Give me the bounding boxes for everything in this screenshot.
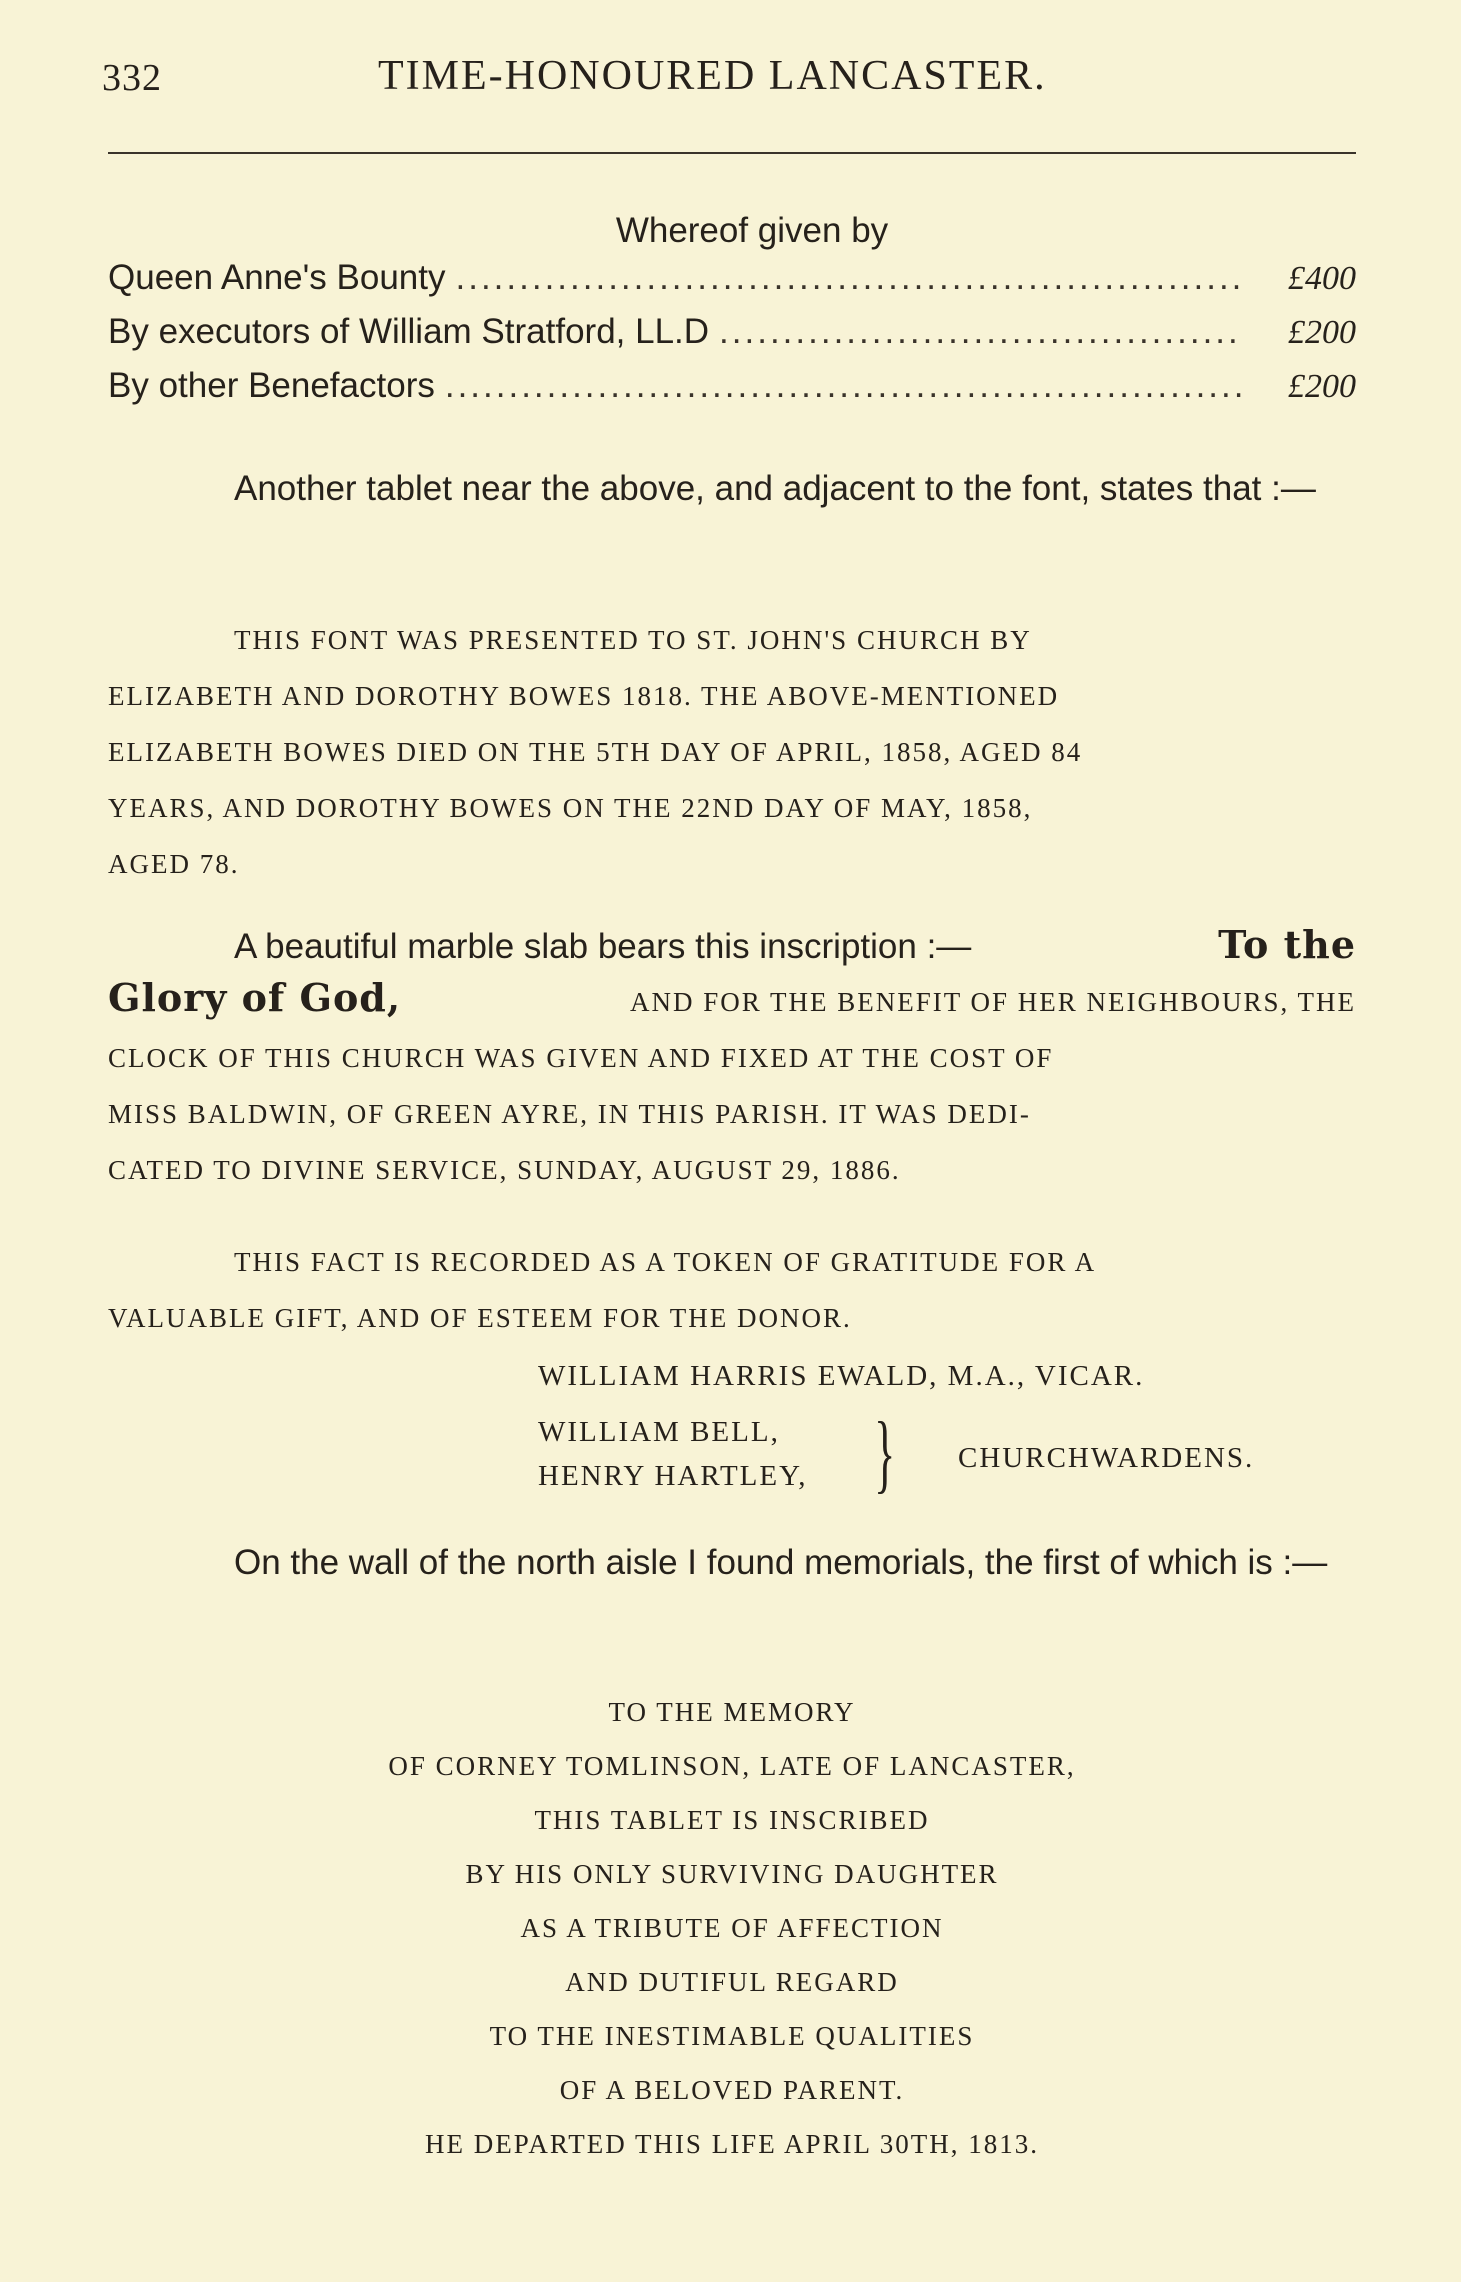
memorial-line: TO THE INESTIMABLE QUALITIES — [489, 2021, 975, 2051]
contributions-list — [108, 258, 1356, 420]
inscription-line: ELIZABETH BOWES DIED ON THE 5TH DAY OF APRIL, 1858, AGED 84 — [108, 737, 1083, 767]
churchwardens-title: CHURCHWARDENS. — [958, 1442, 1255, 1474]
leader-dots — [456, 258, 1243, 298]
vicar-name: WILLIAM HARRIS EWALD, M.A., VICAR. — [538, 1360, 1145, 1392]
ledger-amount: £200 — [1288, 314, 1356, 351]
ledger-amount: £400 — [1288, 260, 1356, 297]
memorial-line: AS A TRIBUTE OF AFFECTION — [520, 1913, 944, 1943]
ledger-row — [108, 312, 1356, 366]
vicar-signature — [538, 1348, 1358, 1404]
memorial-line: AND DUTIFUL REGARD — [565, 1967, 899, 1997]
page-header — [0, 50, 1461, 110]
memorial-inscription — [108, 1684, 1356, 2170]
marble-line: CATED TO DIVINE SERVICE, SUNDAY, AUGUST 29, 1886. — [108, 1155, 901, 1185]
ledger-row — [108, 258, 1356, 312]
ledger-label: Queen Anne's Bounty — [108, 258, 446, 297]
inscription-line: YEARS, AND DOROTHY BOWES ON THE 22ND DAY OF MAY, 1858, — [108, 793, 1033, 823]
tablet-intro-paragraph: Another tablet near the above, and adjacent to the font, states that :— — [234, 469, 1316, 508]
ledger-label: By other Benefactors — [108, 366, 435, 405]
font-inscription — [108, 612, 1356, 892]
page-number: 332 — [102, 57, 162, 99]
north-aisle-paragraph: On the wall of the north aisle I found memorials, the first of which is :— — [234, 1543, 1328, 1582]
memorial-line: OF A BELOVED PARENT. — [559, 2075, 905, 2105]
blackletter-glory-of-god: Glory of God, — [108, 975, 402, 1020]
marble-intro-line — [108, 920, 1356, 974]
marble-line: MISS BALDWIN, OF GREEN AYRE, IN THIS PARISH. IT WAS DEDI- — [108, 1099, 1031, 1129]
record-line: THIS FACT IS RECORDED AS A TOKEN OF GRATITUDE FOR A — [234, 1247, 1097, 1277]
memorial-line: OF CORNEY TOMLINSON, LATE OF LANCASTER, — [388, 1751, 1076, 1781]
running-title: TIME-HONOURED LANCASTER. — [378, 53, 1047, 99]
warden-hartley: HENRY HARTLEY, — [538, 1460, 808, 1492]
memorial-line: HE DEPARTED THIS LIFE APRIL 30TH, 1813. — [425, 2129, 1039, 2159]
marble-line: CLOCK OF THIS CHURCH WAS GIVEN AND FIXED AT THE COST OF — [108, 1043, 1054, 1073]
marble-line-text: AND FOR THE BENEFIT OF HER NEIGHBOURS, THE — [629, 987, 1356, 1017]
memorial-line: THIS TABLET IS INSCRIBED — [534, 1805, 930, 1835]
contributions-heading: Whereof given by — [615, 211, 889, 250]
churchwardens-signature — [538, 1405, 1358, 1506]
signature-block — [538, 1348, 1358, 1506]
memorial-line: TO THE MEMORY — [608, 1697, 856, 1727]
marble-intro: A beautiful marble slab bears this inscription :— — [234, 927, 972, 966]
brace: } — [874, 1405, 897, 1502]
leader-dots — [719, 312, 1242, 352]
marble-line — [108, 974, 1356, 1030]
inscription-line: AGED 78. — [108, 849, 240, 879]
inscription-line: ELIZABETH AND DOROTHY BOWES 1818. THE ABOVE-MENTIONED — [108, 681, 1060, 711]
warden-bell: WILLIAM BELL, — [538, 1416, 780, 1448]
record-paragraph — [108, 1234, 1356, 1346]
inscription-line: THIS FONT WAS PRESENTED TO ST. JOHN'S CHURCH BY — [234, 625, 1032, 655]
blackletter-to-the: To the — [1218, 922, 1356, 967]
ledger-amount: £200 — [1288, 368, 1356, 405]
warden-names — [538, 1410, 808, 1498]
ledger-label: By executors of William Stratford, LL.D — [108, 312, 710, 351]
ledger-row — [108, 366, 1356, 420]
memorial-line: BY HIS ONLY SURVIVING DAUGHTER — [465, 1859, 999, 1889]
leader-dots — [445, 366, 1242, 406]
record-line: VALUABLE GIFT, AND OF ESTEEM FOR THE DONOR. — [108, 1303, 852, 1333]
marble-inscription — [108, 920, 1356, 1198]
header-rule — [108, 152, 1356, 154]
